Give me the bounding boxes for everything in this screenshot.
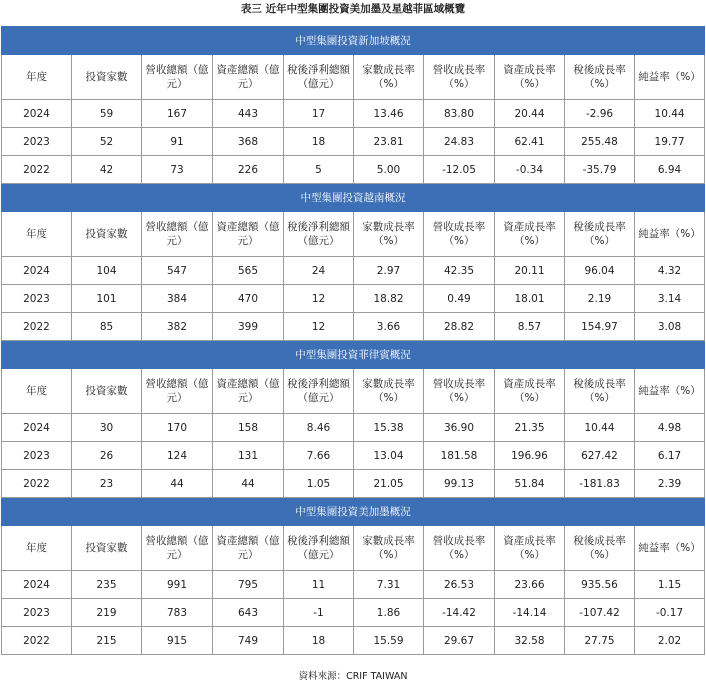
cell-revenue-growth: 181.58 — [424, 442, 495, 470]
cell-net-growth: 935.56 — [565, 571, 635, 599]
section-heading: 中型集團投資越南概況 — [2, 184, 705, 212]
cell-net-income: 12 — [284, 313, 354, 341]
cell-net-income: 24 — [284, 257, 354, 285]
cell-count: 42 — [72, 156, 142, 184]
column-header-margin: 純益率（%） — [635, 526, 705, 571]
cell-year: 2023 — [2, 128, 72, 156]
cell-asset-growth: 20.44 — [495, 100, 565, 128]
section-header-row — [2, 498, 705, 526]
cell-assets: 470 — [213, 285, 284, 313]
cell-count-growth: 7.31 — [354, 571, 424, 599]
cell-net-income: 18 — [284, 128, 354, 156]
cell-year: 2024 — [2, 257, 72, 285]
cell-assets: 443 — [213, 100, 284, 128]
source-note: 資料來源：CRIF TAIWAN — [298, 671, 408, 682]
cell-net-growth: 27.75 — [565, 627, 635, 655]
column-header-year: 年度 — [2, 55, 72, 100]
column-header-count: 投資家數 — [72, 55, 142, 100]
cell-count: 52 — [72, 128, 142, 156]
cell-year: 2022 — [2, 156, 72, 184]
table-row — [2, 313, 705, 341]
section-heading: 中型集團投資新加坡概況 — [2, 27, 705, 55]
cell-margin: 19.77 — [635, 128, 705, 156]
cell-count: 219 — [72, 599, 142, 627]
cell-year: 2022 — [2, 470, 72, 498]
cell-net-income: 12 — [284, 285, 354, 313]
column-header-year: 年度 — [2, 369, 72, 414]
table-row — [2, 257, 705, 285]
cell-assets: 158 — [213, 414, 284, 442]
column-header-revenue: 營收總額（億元） — [142, 212, 213, 257]
cell-margin: -0.17 — [635, 599, 705, 627]
cell-net-income: 11 — [284, 571, 354, 599]
cell-asset-growth: -14.14 — [495, 599, 565, 627]
cell-revenue: 384 — [142, 285, 213, 313]
cell-revenue: 170 — [142, 414, 213, 442]
cell-count-growth: 18.82 — [354, 285, 424, 313]
page-title: 表三 近年中型集團投資美加墨及星越菲區域概覽 — [240, 3, 466, 15]
column-header-assets: 資產總額（億元） — [213, 55, 284, 100]
cell-margin: 3.14 — [635, 285, 705, 313]
column-header-net-growth: 稅後成長率（%） — [565, 526, 635, 571]
cell-asset-growth: 8.57 — [495, 313, 565, 341]
table-row — [2, 571, 705, 599]
cell-revenue: 167 — [142, 100, 213, 128]
cell-count: 104 — [72, 257, 142, 285]
cell-asset-growth: 18.01 — [495, 285, 565, 313]
cell-count-growth: 15.38 — [354, 414, 424, 442]
cell-net-income: 17 — [284, 100, 354, 128]
column-header-asset-growth: 資產成長率（%） — [495, 55, 565, 100]
cell-revenue: 915 — [142, 627, 213, 655]
table-row — [2, 442, 705, 470]
cell-revenue: 382 — [142, 313, 213, 341]
column-header-year: 年度 — [2, 526, 72, 571]
cell-asset-growth: 23.66 — [495, 571, 565, 599]
cell-assets: 795 — [213, 571, 284, 599]
table-row — [2, 100, 705, 128]
cell-net-income: 18 — [284, 627, 354, 655]
cell-revenue-growth: -14.42 — [424, 599, 495, 627]
cell-year: 2024 — [2, 571, 72, 599]
column-header-net-income: 稅後淨利總額（億元） — [284, 55, 354, 100]
cell-count-growth: 23.81 — [354, 128, 424, 156]
cell-revenue-growth: 99.13 — [424, 470, 495, 498]
cell-assets: 44 — [213, 470, 284, 498]
cell-revenue-growth: 42.35 — [424, 257, 495, 285]
cell-asset-growth: 32.58 — [495, 627, 565, 655]
cell-asset-growth: 196.96 — [495, 442, 565, 470]
cell-margin: 2.02 — [635, 627, 705, 655]
cell-count: 59 — [72, 100, 142, 128]
cell-year: 2023 — [2, 599, 72, 627]
cell-net-growth: 10.44 — [565, 414, 635, 442]
cell-asset-growth: -0.34 — [495, 156, 565, 184]
cell-net-growth: -181.83 — [565, 470, 635, 498]
cell-revenue-growth: 24.83 — [424, 128, 495, 156]
cell-count: 85 — [72, 313, 142, 341]
cell-count: 215 — [72, 627, 142, 655]
column-header-count: 投資家數 — [72, 212, 142, 257]
column-header-net-growth: 稅後成長率（%） — [565, 369, 635, 414]
column-header-revenue-growth: 營收成長率（%） — [424, 369, 495, 414]
cell-assets: 565 — [213, 257, 284, 285]
cell-assets: 131 — [213, 442, 284, 470]
column-header-revenue-growth: 營收成長率（%） — [424, 212, 495, 257]
column-header-count-growth: 家數成長率（%） — [354, 369, 424, 414]
cell-year: 2024 — [2, 414, 72, 442]
section-heading: 中型集團投資菲律賓概況 — [2, 341, 705, 369]
cell-net-income: 7.66 — [284, 442, 354, 470]
cell-assets: 643 — [213, 599, 284, 627]
column-header-net-income: 稅後淨利總額（億元） — [284, 526, 354, 571]
column-header-year: 年度 — [2, 212, 72, 257]
table-row — [2, 599, 705, 627]
table-row — [2, 156, 705, 184]
cell-net-growth: 2.19 — [565, 285, 635, 313]
cell-net-income: -1 — [284, 599, 354, 627]
region-overview-table — [1, 26, 705, 655]
cell-revenue-growth: 28.82 — [424, 313, 495, 341]
column-header-count-growth: 家數成長率（%） — [354, 55, 424, 100]
cell-net-growth: 154.97 — [565, 313, 635, 341]
cell-margin: 2.39 — [635, 470, 705, 498]
column-header-revenue: 營收總額（億元） — [142, 526, 213, 571]
column-header-net-income: 稅後淨利總額（億元） — [284, 212, 354, 257]
cell-net-growth: 96.04 — [565, 257, 635, 285]
cell-asset-growth: 62.41 — [495, 128, 565, 156]
cell-net-growth: -2.96 — [565, 100, 635, 128]
cell-revenue: 124 — [142, 442, 213, 470]
cell-asset-growth: 51.84 — [495, 470, 565, 498]
column-header-row — [2, 369, 705, 414]
cell-revenue-growth: 29.67 — [424, 627, 495, 655]
column-header-count-growth: 家數成長率（%） — [354, 212, 424, 257]
cell-revenue-growth: 26.53 — [424, 571, 495, 599]
cell-margin: 6.94 — [635, 156, 705, 184]
cell-count: 235 — [72, 571, 142, 599]
section-header-row — [2, 341, 705, 369]
table-row — [2, 285, 705, 313]
cell-net-income: 1.05 — [284, 470, 354, 498]
table-row — [2, 627, 705, 655]
cell-year: 2023 — [2, 285, 72, 313]
cell-assets: 368 — [213, 128, 284, 156]
cell-count-growth: 21.05 — [354, 470, 424, 498]
cell-margin: 4.32 — [635, 257, 705, 285]
cell-margin: 4.98 — [635, 414, 705, 442]
cell-count: 30 — [72, 414, 142, 442]
column-header-asset-growth: 資產成長率（%） — [495, 212, 565, 257]
table-row — [2, 470, 705, 498]
cell-count-growth: 2.97 — [354, 257, 424, 285]
cell-count-growth: 13.46 — [354, 100, 424, 128]
cell-revenue-growth: 36.90 — [424, 414, 495, 442]
cell-revenue: 73 — [142, 156, 213, 184]
cell-margin: 3.08 — [635, 313, 705, 341]
cell-count-growth: 15.59 — [354, 627, 424, 655]
cell-year: 2024 — [2, 100, 72, 128]
column-header-count: 投資家數 — [72, 526, 142, 571]
section-header-row — [2, 184, 705, 212]
column-header-revenue-growth: 營收成長率（%） — [424, 55, 495, 100]
column-header-asset-growth: 資產成長率（%） — [495, 369, 565, 414]
section-header-row — [2, 27, 705, 55]
column-header-revenue-growth: 營收成長率（%） — [424, 526, 495, 571]
cell-count-growth: 3.66 — [354, 313, 424, 341]
cell-year: 2022 — [2, 627, 72, 655]
column-header-asset-growth: 資產成長率（%） — [495, 526, 565, 571]
cell-asset-growth: 20.11 — [495, 257, 565, 285]
column-header-revenue: 營收總額（億元） — [142, 55, 213, 100]
cell-margin: 6.17 — [635, 442, 705, 470]
column-header-net-income: 稅後淨利總額（億元） — [284, 369, 354, 414]
column-header-assets: 資產總額（億元） — [213, 212, 284, 257]
cell-net-income: 5 — [284, 156, 354, 184]
cell-margin: 10.44 — [635, 100, 705, 128]
column-header-row — [2, 526, 705, 571]
cell-revenue-growth: -12.05 — [424, 156, 495, 184]
cell-year: 2022 — [2, 313, 72, 341]
cell-count: 26 — [72, 442, 142, 470]
column-header-count: 投資家數 — [72, 369, 142, 414]
column-header-assets: 資產總額（億元） — [213, 369, 284, 414]
table-row — [2, 128, 705, 156]
cell-revenue: 783 — [142, 599, 213, 627]
cell-net-growth: -35.79 — [565, 156, 635, 184]
cell-revenue-growth: 0.49 — [424, 285, 495, 313]
cell-count-growth: 13.04 — [354, 442, 424, 470]
column-header-margin: 純益率（%） — [635, 55, 705, 100]
cell-net-growth: 627.42 — [565, 442, 635, 470]
column-header-margin: 純益率（%） — [635, 369, 705, 414]
cell-margin: 1.15 — [635, 571, 705, 599]
column-header-count-growth: 家數成長率（%） — [354, 526, 424, 571]
cell-revenue: 44 — [142, 470, 213, 498]
cell-revenue-growth: 83.80 — [424, 100, 495, 128]
cell-net-growth: -107.42 — [565, 599, 635, 627]
cell-net-growth: 255.48 — [565, 128, 635, 156]
column-header-revenue: 營收總額（億元） — [142, 369, 213, 414]
cell-assets: 749 — [213, 627, 284, 655]
table-row — [2, 414, 705, 442]
cell-assets: 226 — [213, 156, 284, 184]
column-header-row — [2, 212, 705, 257]
column-header-row — [2, 55, 705, 100]
cell-count: 23 — [72, 470, 142, 498]
cell-net-income: 8.46 — [284, 414, 354, 442]
cell-revenue: 547 — [142, 257, 213, 285]
cell-year: 2023 — [2, 442, 72, 470]
cell-assets: 399 — [213, 313, 284, 341]
column-header-margin: 純益率（%） — [635, 212, 705, 257]
cell-count-growth: 5.00 — [354, 156, 424, 184]
cell-count-growth: 1.86 — [354, 599, 424, 627]
column-header-net-growth: 稅後成長率（%） — [565, 55, 635, 100]
column-header-assets: 資產總額（億元） — [213, 526, 284, 571]
cell-count: 101 — [72, 285, 142, 313]
cell-revenue: 91 — [142, 128, 213, 156]
cell-asset-growth: 21.35 — [495, 414, 565, 442]
section-heading: 中型集團投資美加墨概況 — [2, 498, 705, 526]
cell-revenue: 991 — [142, 571, 213, 599]
column-header-net-growth: 稅後成長率（%） — [565, 212, 635, 257]
